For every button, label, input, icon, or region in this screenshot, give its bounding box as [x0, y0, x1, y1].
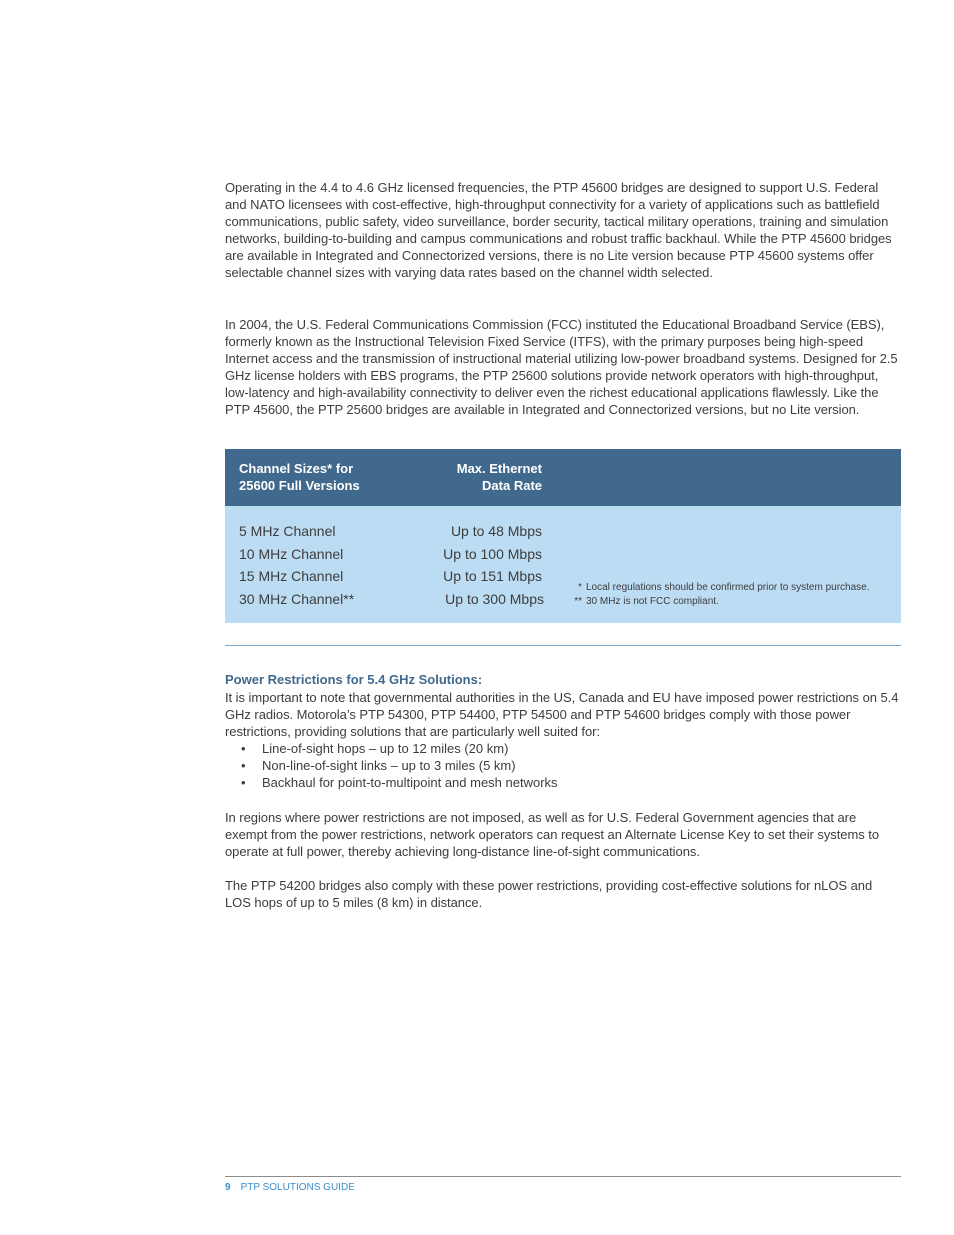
- intro-paragraph-ptp25600: In 2004, the U.S. Federal Communications Commission (FCC) instituted the Educational Broadband Service (EBS), formerly known as the Instructional Television Fixed Service (ITFS), with the primary purposes being high-speed Internet access and the transmission of instructional material utilizing low-power broadband systems. Designed for 2.5 GHz license holders with EBS programs, the PTP 25600 solutions provide network operators with high-throughput, low-latency and high-availability connectivity to deliver even the richest educational applications flawlessly. Like the PTP 45600, the PTP 25600 bridges are available in Integrated and Connectorized versions, but no Lite version.: [225, 317, 898, 417]
- table-footnotes: [565, 581, 895, 609]
- table-row: [225, 522, 901, 544]
- list-item-text: Backhaul for point-to-multipoint and mesh networks: [262, 775, 558, 790]
- list-item: [241, 740, 558, 757]
- page-number: 9: [225, 1182, 231, 1193]
- footnote: [565, 581, 895, 595]
- list-item: [241, 774, 558, 791]
- header-data-rate: Max. Ethernet Data Rate: [456, 461, 542, 493]
- power-restrictions-paragraph: It is important to note that governmental authorities in the US, Canada and EU have imposed power restrictions on 5.4 GHz radios. Motorola’s PTP 54300, PTP 54400, PTP 54500 and PTP 54600 bridges comply with those power restrictions, providing solutions that are particularly well suited for:: [225, 690, 899, 739]
- list-item: [241, 757, 558, 774]
- channel-size-table: [225, 449, 901, 623]
- list-item-text: Line-of-sight hops – up to 12 miles (20 km): [262, 741, 509, 756]
- footnote-mark: *: [578, 582, 582, 593]
- rate-cell: Up to 100 Mbps: [443, 546, 542, 562]
- footer-title: PTP SOLUTIONS GUIDE: [240, 1182, 355, 1193]
- intro-paragraph-ptp45600: Operating in the 4.4 to 4.6 GHz licensed frequencies, the PTP 45600 bridges are designed to support U.S. Federal and NATO licensees with cost-effective, high-throughput connectivity for a variety of applications such as battlefield communications, public safety, video surveillance, border security, tactical military operations, training and simulation networks, building-to-building and campus communications and robust traffic backhaul. While the PTP 45600 bridges are available in Integrated and Connectorized versions, there is no Lite version because PTP 45600 systems offer selectable channel sizes with varying data rates based on the channel width selected.: [225, 180, 892, 280]
- page-footer: [225, 1182, 355, 1194]
- alternate-license-paragraph: In regions where power restrictions are not imposed, as well as for U.S. Federal Government agencies that are exempt from the power restrictions, network operators can request an Alternate License Key to set their systems to operate at full power, thereby achieving long-distance line-of-sight communications.: [225, 810, 880, 859]
- channel-cell: 10 MHz Channel: [239, 546, 344, 562]
- channel-cell: 5 MHz Channel: [239, 523, 336, 539]
- section-divider: [225, 645, 901, 646]
- table-row: [225, 545, 901, 567]
- ptp54200-paragraph: The PTP 54200 bridges also comply with these power restrictions, providing cost-effective solutions for nLOS and LOS hops of up to 5 miles (8 km) in distance.: [225, 878, 873, 910]
- table-header: [225, 449, 901, 506]
- channel-cell: 30 MHz Channel**: [239, 591, 355, 607]
- footnote-mark: **: [574, 596, 582, 607]
- rate-cell: Up to 151 Mbps: [443, 568, 542, 584]
- bullet-icon: •: [241, 758, 246, 773]
- header-channel-sizes: Channel Sizes* for 25600 Full Versions: [239, 461, 360, 493]
- power-restrictions-list: [241, 740, 558, 791]
- footnote-text: 30 MHz is not FCC compliant.: [586, 596, 719, 607]
- list-item-text: Non-line-of-sight links – up to 3 miles (5 km): [262, 758, 516, 773]
- footnote-text: Local regulations should be confirmed prior to system purchase.: [586, 582, 870, 593]
- footer-divider: [225, 1176, 901, 1177]
- bullet-icon: •: [241, 775, 246, 790]
- channel-cell: 15 MHz Channel: [239, 568, 344, 584]
- bullet-icon: •: [241, 741, 246, 756]
- footnote: [565, 595, 895, 609]
- rate-cell: Up to 300 Mbps: [445, 591, 544, 607]
- power-restrictions-heading: Power Restrictions for 5.4 GHz Solutions:: [225, 672, 483, 687]
- rate-cell: Up to 48 Mbps: [450, 523, 542, 539]
